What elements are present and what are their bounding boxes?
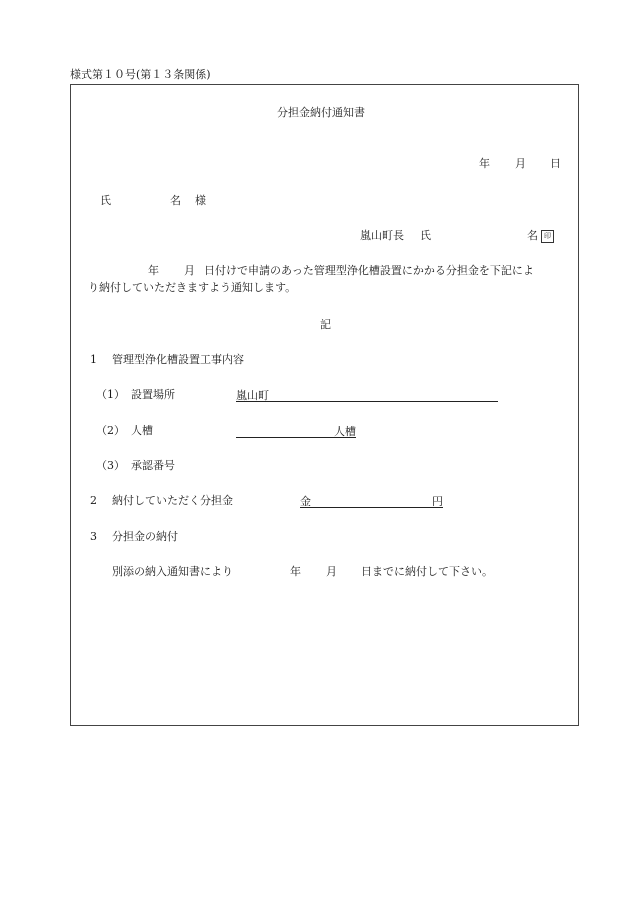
document-frame: [70, 84, 579, 726]
section-2-label: 納付していただく分担金: [112, 494, 233, 507]
amount-unit: 円: [432, 495, 443, 508]
date-day: 日: [550, 157, 561, 170]
section-1-number: 1: [90, 353, 97, 366]
capacity-field: [236, 423, 356, 438]
capacity-unit: 人槽: [334, 425, 356, 438]
date-year: 年: [479, 157, 490, 170]
section-1-2-label: 人槽: [131, 424, 153, 437]
body-line1: 日付けで申請のあった管理型浄化槽設置にかかる分担金を下記によ: [204, 264, 534, 277]
section-3-number: 3: [90, 530, 97, 543]
body-line2: り納付していただきますよう通知します。: [88, 281, 297, 294]
section-1-1-label: 設置場所: [131, 388, 175, 401]
sender-title: 嵐山町長: [360, 229, 404, 242]
addressee-shi: 氏: [100, 194, 111, 207]
ki-heading: 記: [320, 318, 331, 331]
body-month: 月: [184, 264, 195, 277]
sender-shi: 氏: [420, 229, 431, 242]
payment-year: 年: [290, 565, 301, 578]
body-year: 年: [148, 264, 159, 277]
section-2-number: 2: [90, 494, 97, 507]
section-1-3-number: （3）: [96, 459, 125, 472]
section-1-3-label: 承認番号: [131, 459, 175, 472]
addressee-sama: 様: [195, 194, 206, 207]
sender-na-label: 名: [527, 229, 538, 242]
section-1-1-number: （1）: [96, 388, 125, 401]
payment-text-before: 別添の納入通知書により: [112, 565, 233, 578]
payment-text-after: 日までに納付して下さい。: [361, 565, 493, 578]
amount-prefix: 金: [300, 495, 311, 508]
seal-mark: 印: [541, 230, 554, 243]
sender-na: [527, 229, 554, 243]
amount-field: [300, 493, 443, 508]
section-1-label: 管理型浄化槽設置工事内容: [112, 353, 244, 366]
section-1-2-number: （2）: [96, 424, 125, 437]
payment-month: 月: [326, 565, 337, 578]
date-month: 月: [515, 157, 526, 170]
section-3-label: 分担金の納付: [112, 530, 178, 543]
installation-location-value: 嵐山町: [236, 389, 269, 402]
document-title: 分担金納付通知書: [277, 106, 365, 119]
form-number: 様式第１０号(第１３条関係): [70, 68, 211, 81]
addressee-na: 名: [170, 194, 181, 207]
installation-location-field: [236, 387, 498, 402]
